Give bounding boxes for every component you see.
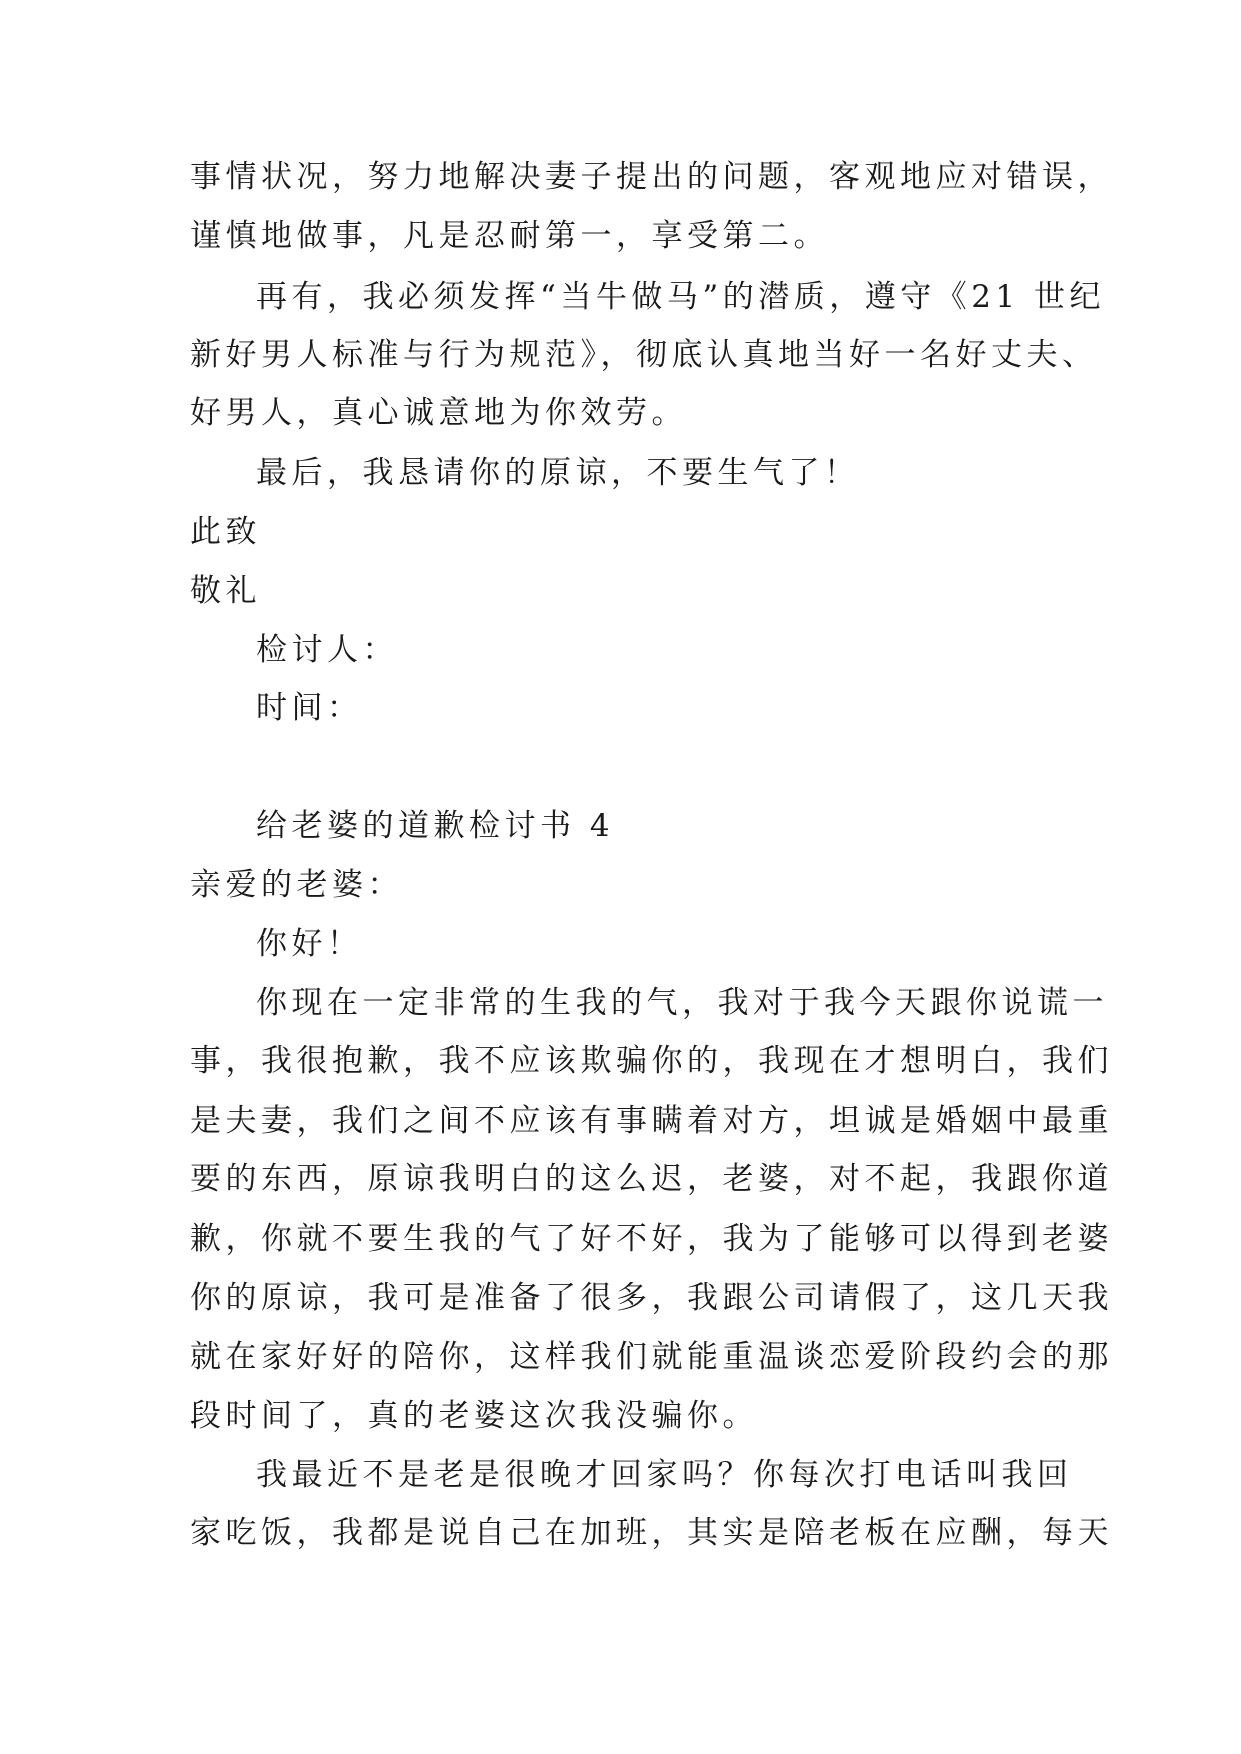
date-label: 时间： (256, 690, 363, 726)
paragraph-line: 歉，你就不要生我的气了好不好，我为了能够可以得到老婆 (190, 1221, 1113, 1257)
section-title: 给老婆的道歉检讨书 4 (256, 808, 615, 844)
paragraph-line: 段时间了，真的老婆这次我没骗你。 (190, 1398, 758, 1434)
closing-salutation: 敬礼 (190, 573, 261, 609)
paragraph-line: 再有，我必须发挥“当牛做马”的潜质，遵守《21 世纪 (256, 279, 1105, 315)
paragraph-line: 事情状况，努力地解决妻子提出的问题，客观地应对错误， (190, 159, 1113, 195)
paragraph-line: 新好男人标准与行为规范》，彻底认真地当好一名好丈夫、 (190, 337, 1098, 373)
paragraph-line: 要的东西，原谅我明白的这么迟，老婆，对不起，我跟你道 (190, 1161, 1113, 1197)
greeting: 你好！ (256, 926, 363, 962)
signature-label: 检讨人： (256, 632, 398, 668)
greeting: 亲爱的老婆： (190, 867, 403, 903)
paragraph-line: 好男人，真心诚意地为你效劳。 (190, 395, 687, 431)
paragraph-line: 你现在一定非常的生我的气，我对于我今天跟你说谎一 (256, 985, 1108, 1021)
paragraph-line: 我最近不是老是很晚才回家吗？你每次打电话叫我回 (256, 1457, 1073, 1493)
paragraph-line: 最后，我恳请你的原谅，不要生气了！ (256, 455, 860, 491)
paragraph-line: 家吃饭，我都是说自己在加班，其实是陪老板在应酬，每天 (190, 1515, 1113, 1551)
paragraph-line: 就在家好好的陪你，这样我们就能重温谈恋爱阶段约会的那 (190, 1339, 1113, 1375)
paragraph-line: 谨慎地做事，凡是忍耐第一，享受第二。 (190, 218, 829, 254)
paragraph-line: 你的原谅，我可是准备了很多，我跟公司请假了，这几天我 (190, 1280, 1113, 1316)
closing-salutation: 此致 (190, 514, 261, 550)
paragraph-line: 事，我很抱歉，我不应该欺骗你的，我现在才想明白，我们 (190, 1043, 1113, 1079)
paragraph-line: 是夫妻，我们之间不应该有事瞒着对方，坦诚是婚姻中最重 (190, 1103, 1113, 1139)
